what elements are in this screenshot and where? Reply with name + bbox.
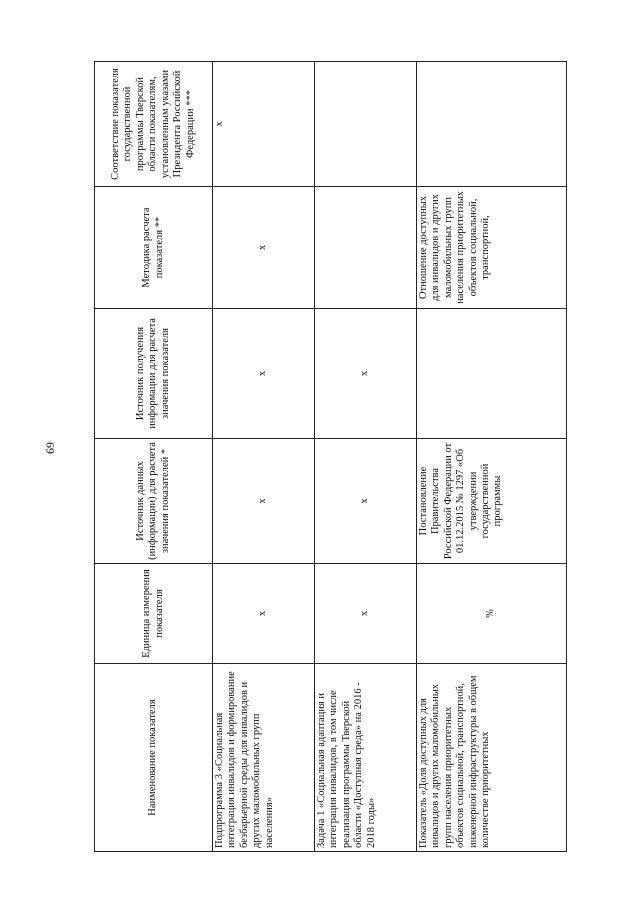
row-unit: х xyxy=(213,564,315,664)
indicator-table-rotated xyxy=(94,62,566,852)
header-info-source: Источник получения информации для расчета значения показателя xyxy=(95,309,213,439)
row-method: х xyxy=(213,187,315,309)
row-compliance xyxy=(417,62,567,187)
header-unit: Единица измерения показателя xyxy=(95,564,213,664)
row-unit: % xyxy=(417,564,567,664)
row-info-source: х xyxy=(213,309,315,439)
table-row xyxy=(315,62,417,852)
row-method xyxy=(315,187,417,309)
row-data-source xyxy=(417,439,567,564)
header-method: Методика расчета показателя ** xyxy=(95,187,213,309)
row-compliance: х xyxy=(213,62,315,187)
row-info-source: х xyxy=(315,309,417,439)
row-name: Задача 1 «Социальная адаптация и интеграция инвалидов, в том числе реализация программы Тверской области «Доступная среда» на 2016 - 2018 годы» xyxy=(315,664,417,852)
table-row xyxy=(213,62,315,852)
header-compliance: Соответствие показателя государственной программы Тверской области показателям, установленным указами Президента Российской Федерации *** xyxy=(95,62,213,187)
page-number: 69 xyxy=(43,442,57,454)
row-data-source: х xyxy=(213,439,315,564)
row-compliance xyxy=(315,62,417,187)
row-unit: х xyxy=(315,564,417,664)
row-name xyxy=(417,664,567,852)
table-row xyxy=(417,62,567,852)
row-method xyxy=(417,187,567,309)
header-row xyxy=(95,62,213,852)
row-info-source xyxy=(417,309,567,439)
row-name: Подпрограмма 3 «Социальная интеграция инвалидов и формирование безбарьерной среды для инвалидов и других маломобильных групп населения» xyxy=(213,664,315,852)
row-data-source-text: Постановление Правительства Российской Федерации от 01.12.2015 № 1297 «Об утверждении государственной программы xyxy=(418,442,504,560)
row-name-text: Показатель «Доля доступных для инвалидов и других маломобильных групп населения приоритетных объектов социальной, транспортной, инженерной инфраструктуры в общем количестве приоритетных xyxy=(418,675,492,848)
header-data-source: Источник данных (информации) для расчета значения показателей * xyxy=(95,439,213,564)
indicators-table xyxy=(94,61,567,852)
header-name: Наименование показателя xyxy=(95,664,213,852)
row-method-text: Отношение доступных для инвалидов и других маломобильных групп населения приоритетных объектов социальной, транспортной, xyxy=(418,191,492,304)
row-data-source: х xyxy=(315,439,417,564)
